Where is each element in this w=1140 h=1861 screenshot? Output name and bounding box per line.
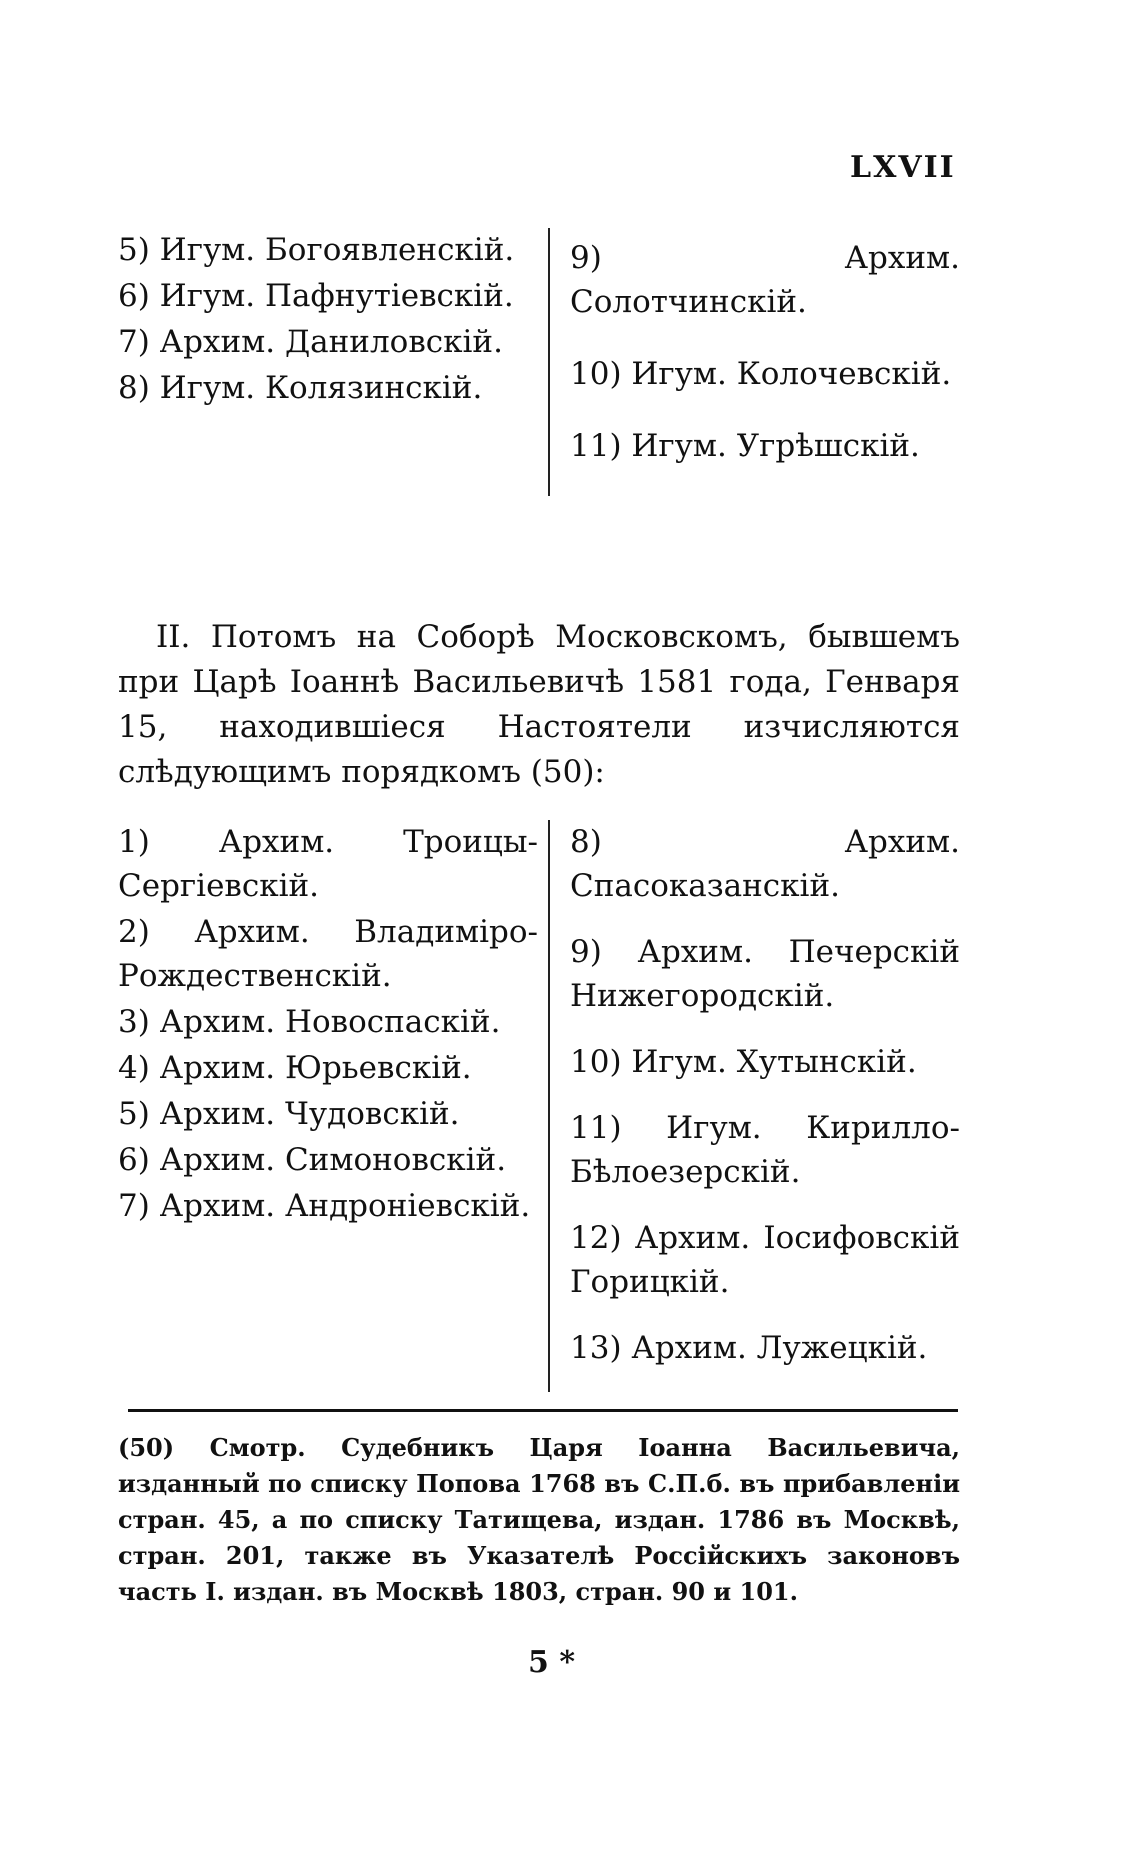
footnote-rule bbox=[128, 1409, 958, 1412]
list2-left-column bbox=[118, 820, 548, 1392]
signature-mark: 5 * bbox=[528, 1645, 576, 1680]
list1-right-column bbox=[550, 228, 960, 496]
list-item: 7) Архим. Андроніевскій. bbox=[118, 1188, 531, 1224]
list-item: 6) Игум. Пафнутіевскій. bbox=[118, 278, 514, 314]
list1-left-column bbox=[118, 228, 548, 496]
list-item: 11) Игум. Кирилло-Бѣлоезерскій. bbox=[570, 1110, 960, 1190]
list-item: 3) Архим. Новоспаскій. bbox=[118, 1004, 501, 1040]
list-item: 11) Игум. Угрѣшскій. bbox=[570, 428, 920, 464]
page-number: LXVII bbox=[850, 150, 956, 185]
list-item: 13) Архим. Лужецкій. bbox=[570, 1330, 928, 1366]
list-item: 8) Архим. Спасоказанскій. bbox=[570, 824, 960, 904]
list-item: 10) Игум. Хутынскій. bbox=[570, 1044, 917, 1080]
list-item: 8) Игум. Колязинскій. bbox=[118, 370, 483, 406]
list-item: 9) Архим. Солотчинскій. bbox=[570, 240, 960, 320]
list2-right-column bbox=[550, 820, 960, 1392]
section-paragraph: II. Потомъ на Соборѣ Московскомъ, бывшемъ при Царѣ Іоаннѣ Васильевичѣ 1581 года, Генваря 15, находившіеся Настоятели изчисляются слѣдующимъ порядкомъ (50): bbox=[118, 619, 960, 790]
list-item: 7) Архим. Даниловскій. bbox=[118, 324, 503, 360]
list-item: 4) Архим. Юрьевскій. bbox=[118, 1050, 472, 1086]
footnote: (50) Смотр. Судебникъ Царя Іоанна Васильевича, изданный по списку Попова 1768 въ С.П.б. въ прибавленіи стран. 45, а по списку Татищева, издан. 1786 въ Москвѣ, стран. 201, также въ Указателѣ Россійскихъ законовъ часть I. издан. въ Москвѣ 1803, стран. 90 и 101. bbox=[118, 1433, 960, 1606]
list-item: 5) Архим. Чудовскій. bbox=[118, 1096, 460, 1132]
list-item: 9) Архим. Печерскій Нижегородскій. bbox=[570, 934, 960, 1014]
list-item: 5) Игум. Богоявленскій. bbox=[118, 232, 515, 268]
list-item: 2) Архим. Владиміро-Рождественскій. bbox=[118, 914, 538, 994]
abbots-list-2 bbox=[118, 820, 960, 1392]
abbots-list-1 bbox=[118, 228, 960, 496]
list-item: 12) Архим. Іосифовскій Горицкій. bbox=[570, 1220, 960, 1300]
list-item: 6) Архим. Симоновскій. bbox=[118, 1142, 507, 1178]
list-item: 1) Архим. Троицы-Сергіевскій. bbox=[118, 824, 538, 904]
list-item: 10) Игум. Колочевскій. bbox=[570, 356, 952, 392]
